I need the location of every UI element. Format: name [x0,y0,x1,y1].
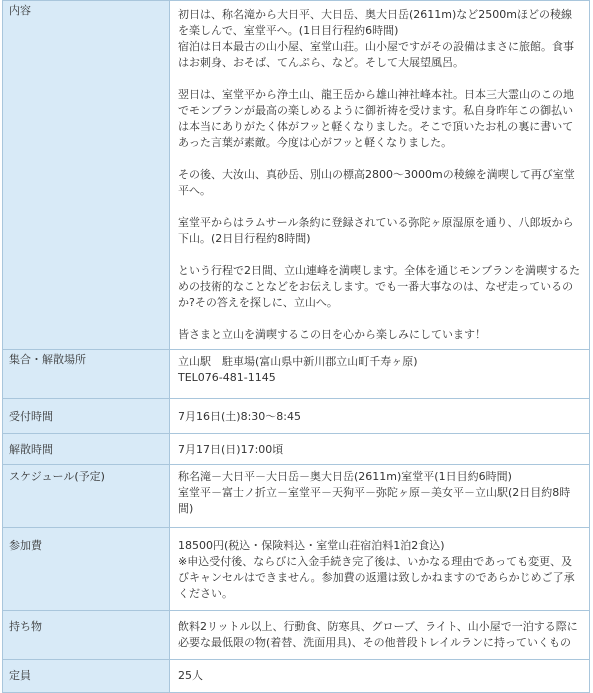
content-paragraph [178,7,581,71]
content-line: 初日は、称名滝から大日平、大日岳、奥大日岳(2611m)など2500mほどの稜線を楽しんで、室堂平へ。(1日目行程約6時間) [178,8,572,37]
content-line: 皆さまと立山を満喫するこの日を心から楽しみにしています！ [178,328,486,341]
fee-notice: ※申込受付後、ならびに入金手続き完了後は、いかなる理由であっても変更、及びキャンセルはできません。参加費の返還は致しかねますのであらかじめご了承ください。 [178,555,575,600]
row-fee [3,528,590,611]
content-line: 宿泊は日本最古の山小屋、室堂山荘。山小屋ですがその設備はまさに旅館。食事はお刺身、おそば、てんぷら、など。そして大展望風呂。 [178,40,574,69]
meeting-place-line: 立山駅 駐車場(富山県中新川郡立山町千寿ヶ原) [178,355,418,368]
reception-time-text: 7月16日(土)8:30～8:45 [178,410,301,423]
row-meeting-place [3,350,590,399]
content-line: 翌日は、室堂平から浄土山、龍王岳から雄山神社峰本社。日本三大霊山のこの地でモンブランが最高の楽しめるように御祈祷を受けます。私自身昨年この御払いは本当にありがたく体がフッと軽くなりました。そこで頂いたお札の裏に書いてあった言葉が素敵。今度は心がフッと軽くなりました。 [178,88,574,149]
content-paragraph [178,263,581,311]
value-fee [170,528,590,611]
value-reception-time [170,399,590,434]
row-schedule [3,465,590,528]
content-paragraph [178,215,581,247]
value-content [170,1,590,350]
value-belongings [170,611,590,660]
belongings-text: 飲料2リットル以上、行動食、防寒具、グローブ、ライト、山小屋で一泊する際に必要な最低限の物(着替、洗面用具)、その他普段トレイルランに持っていくもの [178,620,578,649]
event-info-body [3,1,590,693]
content-line: という行程で2日間、立山連峰を満喫します。全体を通じモンブランを満喫するための技術的なことなどをお伝えします。でも一番大事なのは、なぜ走っているのか?その答えを探しに、立山へ。 [178,264,581,309]
content-line: その後、大汝山、真砂岳、別山の標高2800～3000mの稜線を満喫して再び室堂平へ。 [178,168,575,197]
capacity-text: 25人 [178,669,203,682]
value-meeting-place [170,350,590,399]
dismissal-time-text: 7月17日(日)17:00頃 [178,443,284,456]
value-capacity [170,660,590,693]
event-info-table [2,0,590,693]
label-schedule: スケジュール(予定) [3,465,170,528]
content-paragraph [178,87,581,151]
fee-amount: 18500円(税込・保険料込・室堂山荘宿泊料1泊2食込) [178,539,445,552]
schedule-day1: 称名滝－大日平－大日岳－奥大日岳(2611m)室堂平(1日目約6時間) [178,470,512,483]
row-content [3,1,590,350]
content-paragraph [178,167,581,199]
schedule-day2: 室堂平－富士ノ折立－室堂平－天狗平－弥陀ヶ原－美女平－立山駅(2日目約8時間) [178,486,571,515]
row-capacity [3,660,590,693]
content-line: 室堂平からはラムサール条約に登録されている弥陀ヶ原湿原を通り、八郎坂から下山。(2日目行程約8時間) [178,216,574,245]
label-dismissal-time: 解散時間 [3,434,170,465]
meeting-place-phone: TEL076-481-1145 [178,371,276,384]
label-meeting-place: 集合・解散場所 [3,350,170,399]
label-content: 内容 [3,1,170,350]
label-reception-time: 受付時間 [3,399,170,434]
row-belongings [3,611,590,660]
value-dismissal-time [170,434,590,465]
label-fee: 参加費 [3,528,170,611]
value-schedule [170,465,590,528]
row-dismissal-time [3,434,590,465]
content-paragraph [178,327,581,343]
label-capacity: 定員 [3,660,170,693]
label-belongings: 持ち物 [3,611,170,660]
row-reception-time [3,399,590,434]
